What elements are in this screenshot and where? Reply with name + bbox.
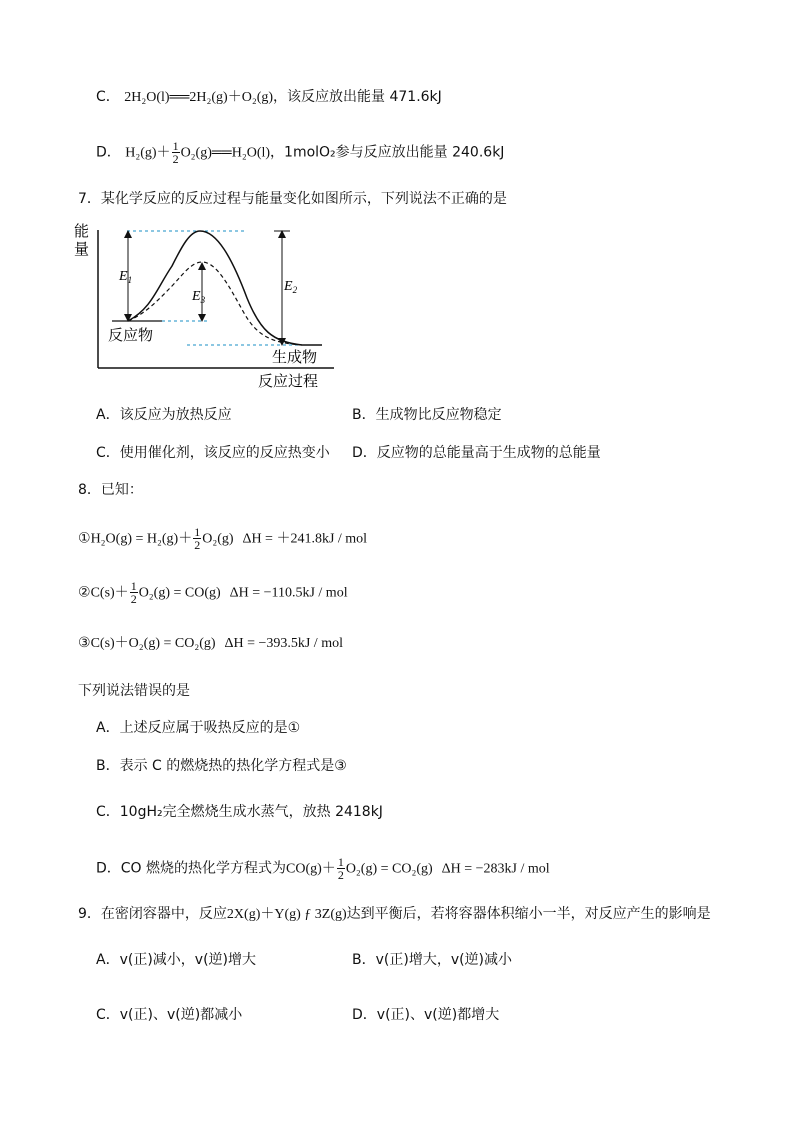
q7-option-a: A．该反应为放热反应 bbox=[96, 407, 232, 423]
q6-option-c: C． 2H₂O(l)══2H₂(g)＋O₂(g)，该反应放出能量 471.6kJ bbox=[96, 89, 442, 105]
fraction: $\frac{1}{2}$ bbox=[337, 855, 344, 882]
y-axis-label-2: 量 bbox=[74, 240, 90, 258]
q7-stem: 7．某化学反应的反应过程与能量变化如图所示，下列说法不正确的是 bbox=[78, 191, 507, 207]
q9-stem: 9．在密闭容器中，反应2X(g)＋Y(g) ƒ 3Z(g)达到平衡后，若将容器体积缩小一半，对反应产生的影响是 bbox=[78, 906, 711, 922]
energy-diagram bbox=[72, 218, 342, 393]
q8-equation-2: ②C(s)＋ $\frac{1}{2}$ O₂(g) = CO(g) ΔH = −110.5kJ / mol bbox=[78, 579, 348, 606]
q6-option-d: D． H₂(g)＋ $\frac{1}{2}$ O₂(g)══H₂O(l)，1molO₂参与反应放出能量 240.6kJ bbox=[96, 139, 505, 166]
q7-option-b: B．生成物比反应物稳定 bbox=[352, 407, 502, 423]
q7-option-d: D．反应物的总能量高于生成物的总能量 bbox=[352, 445, 601, 461]
e1-label: $E_1$ bbox=[119, 269, 133, 285]
q9-option-a: A．v(正)减小，v(逆)增大 bbox=[96, 952, 256, 968]
fraction: $\frac{1}{2}$ bbox=[130, 579, 137, 606]
x-axis-label: 反应过程 bbox=[258, 372, 319, 390]
fraction: $\frac{1}{2}$ bbox=[194, 525, 201, 552]
y-axis-label-1: 能 bbox=[74, 222, 90, 240]
q8-option-b: B．表示 C 的燃烧热的热化学方程式是③ bbox=[96, 758, 347, 774]
q9-option-c: C．v(正)、v(逆)都减小 bbox=[96, 1007, 243, 1023]
reactant-label: 反应物 bbox=[108, 326, 154, 344]
q8-option-d: D．CO 燃烧的热化学方程式为CO(g)＋ $\frac{1}{2}$ O₂(g) = CO₂(g) ΔH = −283kJ / mol bbox=[96, 855, 550, 882]
q6-c-equation: 2H₂O(l)══2H₂(g)＋O₂(g) bbox=[124, 90, 274, 105]
e3-label: $E_3$ bbox=[192, 289, 206, 305]
q6-c-text: ，该反应放出能量 471.6kJ bbox=[273, 89, 442, 105]
q8-equation-1: ①H₂O(g) = H₂(g)＋ $\frac{1}{2}$ O₂(g) ΔH = ＋241.8kJ / mol bbox=[78, 525, 368, 552]
q8-option-a: A．上述反应属于吸热反应的是① bbox=[96, 720, 301, 736]
q9-option-d: D．v(正)、v(逆)都增大 bbox=[352, 1007, 500, 1023]
q7-option-c: C．使用催化剂，该反应的反应热变小 bbox=[96, 445, 330, 461]
q8-equation-3: ③C(s)＋O₂(g) = CO₂(g) ΔH = −393.5kJ / mol bbox=[78, 635, 343, 651]
q8-ask: 下列说法错误的是 bbox=[78, 683, 190, 699]
product-label: 生成物 bbox=[272, 348, 318, 366]
q9-option-b: B．v(正)增大，v(逆)减小 bbox=[352, 952, 513, 968]
catalyzed-curve bbox=[128, 262, 302, 345]
fraction: $\frac{1}{2}$ bbox=[172, 139, 179, 166]
e2-label: $E_2$ bbox=[284, 279, 298, 295]
q8-option-c: C．10gH₂完全燃烧生成水蒸气，放热 2418kJ bbox=[96, 804, 383, 820]
q8-stem: 8．已知： bbox=[78, 482, 143, 498]
